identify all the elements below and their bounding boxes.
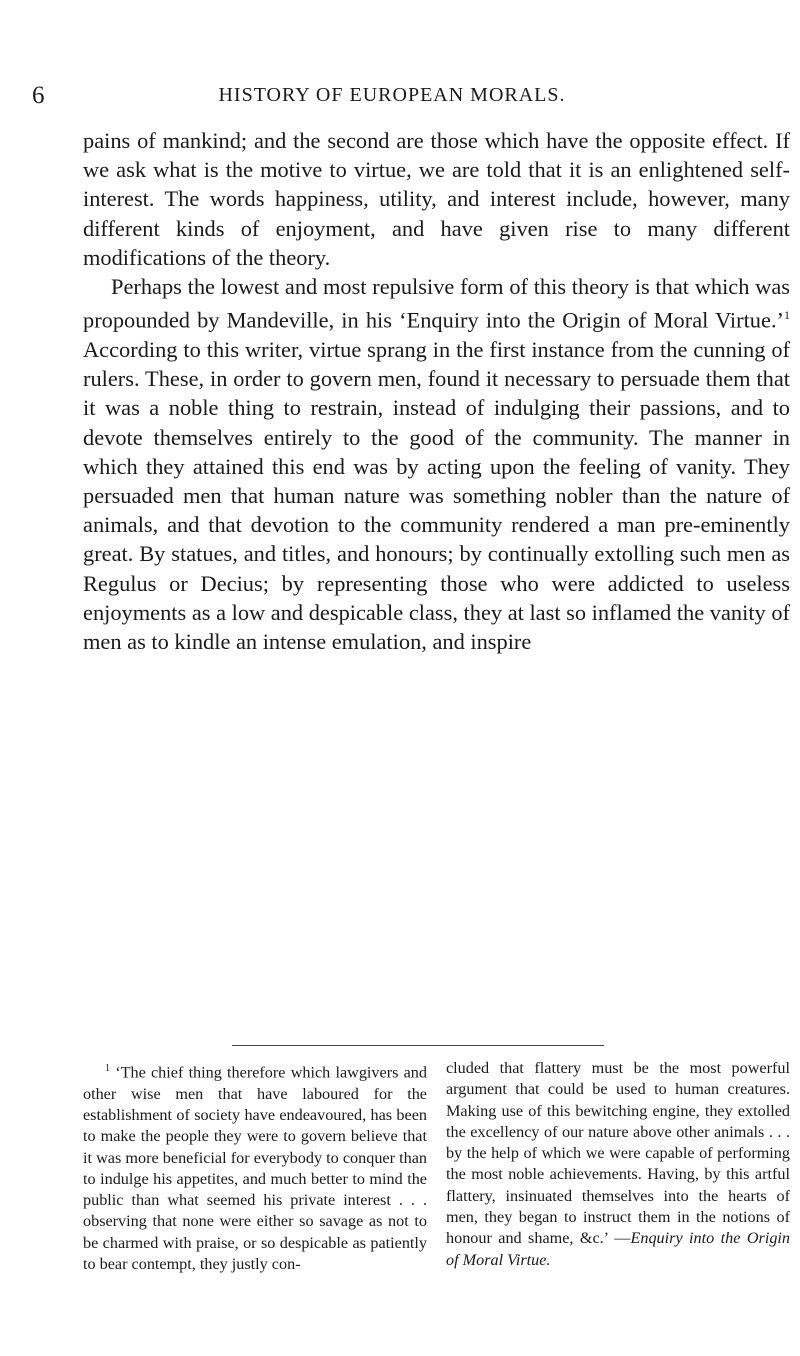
paragraph [83, 272, 790, 656]
body-text [83, 126, 790, 656]
footnotes [83, 1058, 790, 1328]
running-head: HISTORY OF EUROPEAN MORALS. [218, 84, 566, 106]
footnote-text [446, 1058, 790, 1271]
footnote-column-right [446, 1058, 790, 1271]
paragraph-text: According to this writer, virtue sprang in the first instance from the cunning of rulers. These, in order to govern men, found it necessary to persuade them that it was a noble thing to restrain, instead of indulging their passions, and to devote themselves entirely to the good of the community. The manner in which they attained this end was by acting upon the feeling of vanity. They persuaded men that human nature was something nobler than the nature of animals, and that devotion to the community rendered a man pre-eminently great. By statues, and titles, and honours; by continually extolling such men as Regulus or Decius; by representing those who were addicted to useless enjoyments as a low and despicable class, they at last so inflamed the vanity of men as to kindle an intense emulation, and inspire [83, 336, 790, 654]
footnote-column-left [83, 1058, 427, 1275]
footnote-left-text: ‘The chief thing therefore which lawgivers and other wise men that have laboured for the establishment of society have endeavoured, has been to make the people they were to govern believe that it was more beneficial for everybody to conquer than to indulge his appetites, and much better to mind the public than what seemed his private interest . . . observing that none were either so savage as not to be charmed with praise, or so despicable as patiently to bear contempt, they justly con- [83, 1063, 427, 1274]
footnote-marker: 1 [105, 1063, 110, 1074]
footnote-reference: 1 [784, 308, 790, 323]
page-header [32, 82, 752, 112]
footnote-text [83, 1058, 427, 1275]
paragraph: pains of mankind; and the second are those which have the opposite effect. If we ask what is the motive to virtue, we are told that it is an enlightened self-interest. The words happiness, utility, and interest include, however, many different kinds of enjoyment, and have given rise to many different modifications of the theory. [83, 128, 790, 270]
footnote-divider [232, 1045, 604, 1046]
page-number: 6 [32, 82, 45, 109]
footnote-right-text: cluded that flattery must be the most powerful argument that could be used to human creatures. Making use of this bewitching engine, they extolled the excellency of our nature above other animals . . . by the help of which we were capable of performing the most noble achievements. Having, by this artful flattery, insinuated themselves into the hearts of men, they began to instruct them in the notions of honour and shame, &c.’ — [446, 1059, 790, 1248]
paragraph-text: Perhaps the lowest and most repulsive form of this theory is that which was propounded by Mandeville, in his ‘Enquiry into the Origin of Moral Virtue.’ [83, 274, 790, 333]
footnote-citation: Enquiry into the Origin of Moral Virtue. [446, 1229, 790, 1269]
